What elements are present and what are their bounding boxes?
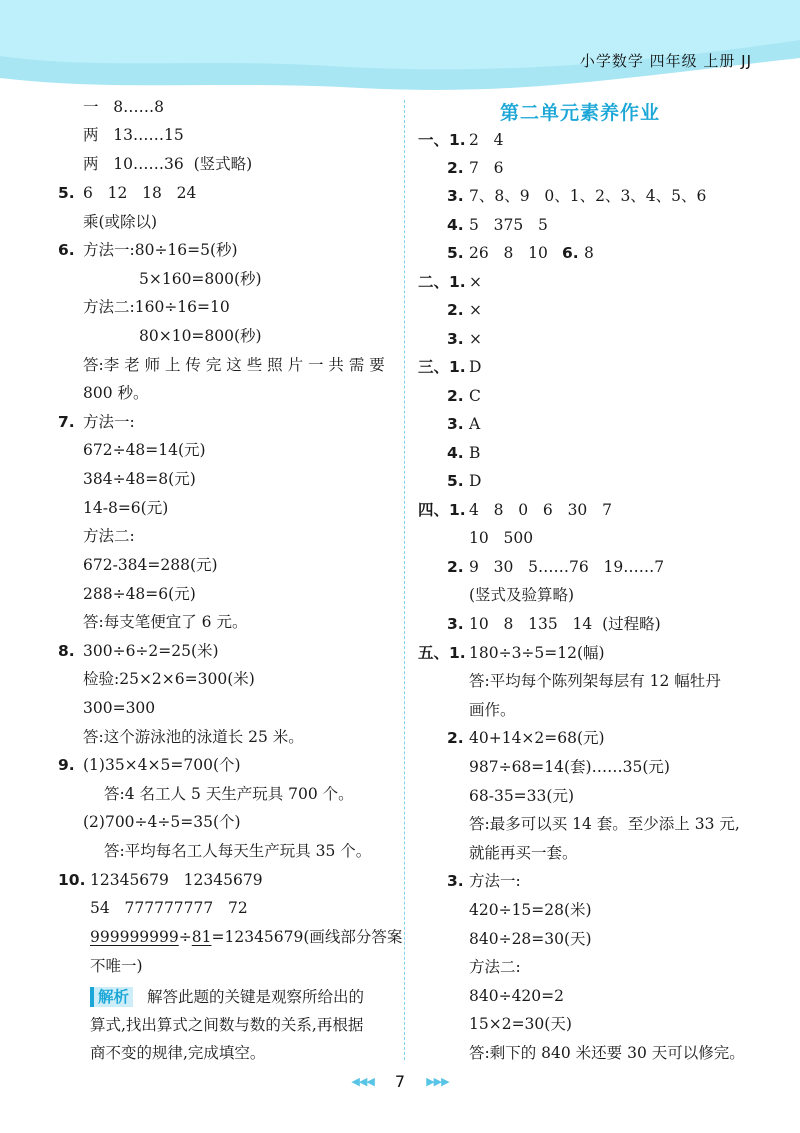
answer-line: 5 375 5 — [469, 216, 548, 234]
left-arrows-icon: ◀◀◀ — [351, 1075, 374, 1088]
question-number: 6. — [58, 241, 75, 259]
page-number: 7 — [394, 1072, 406, 1091]
answer-line: 8 — [584, 244, 594, 262]
question-number: 5. — [447, 244, 464, 262]
answer-line: 7、8、9 0、1、2、3、4、5、6 — [469, 187, 707, 205]
question-number: 3. — [447, 330, 464, 348]
question-number: 3. — [447, 415, 464, 433]
question-number: 2. — [447, 301, 464, 319]
answer-line: 4 8 0 6 30 7 — [469, 501, 612, 519]
answer-line: 5×160=800(秒) — [139, 270, 262, 288]
answer-line: 12345679 12345679 — [90, 871, 263, 889]
answer-line: × — [469, 301, 482, 319]
header-wave-band — [0, 0, 800, 95]
answer-line: 987÷68=14(套)……35(元) — [469, 758, 670, 776]
question-number: 8. — [58, 642, 75, 660]
answer-line: 答:平均每名工人每天生产玩具 35 个。 — [104, 842, 372, 860]
answer-line: 答:剩下的 840 米还要 30 天可以修完。 — [469, 1044, 745, 1062]
answer-line: 840÷420=2 — [469, 987, 565, 1005]
answer-line: 300=300 — [83, 699, 156, 717]
answer-line: 10 500 — [469, 529, 534, 547]
question-number: 3. — [447, 615, 464, 633]
question-number: 2. — [447, 159, 464, 177]
answer-line: 26 8 10 — [469, 244, 548, 262]
question-number: 3. — [447, 187, 464, 205]
answer-line-underlined — [90, 927, 402, 947]
answer-line: 15×2=30(天) — [469, 1015, 572, 1033]
question-number: 四、1. — [418, 501, 466, 519]
answer-line: 检验:25×2×6=300(米) — [83, 670, 255, 688]
answer-line: D — [469, 358, 482, 376]
answer-line: 10 8 135 14 (过程略) — [469, 615, 661, 633]
question-number: 4. — [447, 216, 464, 234]
answer-line: 288÷48=6(元) — [83, 585, 196, 603]
answer-line: 就能再买一套。 — [469, 844, 578, 862]
answer-line: 672-384=288(元) — [83, 556, 218, 574]
underlined-divisor: 81 — [191, 928, 212, 946]
answer-line: D — [469, 472, 482, 490]
page-footer — [0, 1072, 800, 1091]
analysis-text: 解答此题的关键是观察所给出的 — [147, 988, 365, 1006]
answer-line: (竖式及验算略) — [469, 586, 575, 604]
answer-line: 7 6 — [469, 159, 504, 177]
section-title: 第二单元素养作业 — [500, 102, 661, 124]
answer-line: 答:最多可以买 14 套。至少添上 33 元, — [469, 815, 740, 833]
question-number: 10. — [58, 871, 86, 889]
answer-line: 答:这个游泳池的泳道长 25 米。 — [83, 728, 304, 746]
answer-line: 300÷6÷2=25(米) — [83, 642, 219, 660]
answer-line: 14-8=6(元) — [83, 499, 169, 517]
answer-line: 2 4 — [469, 131, 504, 149]
answer-line: 420÷15=28(米) — [469, 901, 592, 919]
answer-line: 80×10=800(秒) — [139, 327, 262, 345]
answer-line: C — [469, 387, 481, 405]
divide-sign: ÷ — [178, 928, 192, 946]
answer-line: 乘(或除以) — [83, 213, 158, 231]
answer-line: 答:4 名工人 5 天生产玩具 700 个。 — [104, 785, 354, 803]
answer-line: 方法一:80÷16=5(秒) — [83, 241, 238, 259]
answer-line: 180÷3÷5=12(幅) — [469, 644, 605, 662]
analysis-line — [90, 987, 364, 1007]
answer-line: 方法二: — [83, 527, 135, 545]
answer-line: (2)700÷4÷5=35(个) — [83, 813, 241, 831]
underlined-dividend: 999999999 — [90, 928, 179, 946]
question-number: 6. — [562, 244, 579, 262]
question-number: 9. — [58, 756, 75, 774]
answer-line: 两 13……15 — [83, 126, 184, 144]
question-number: 五、1. — [418, 644, 466, 662]
analysis-line: 算式,找出算式之间数与数的关系,再根据 — [90, 1016, 364, 1034]
answer-line: 一 8……8 — [83, 98, 165, 116]
question-number: 4. — [447, 444, 464, 462]
analysis-line: 商不变的规律,完成填空。 — [90, 1044, 266, 1062]
answer-line: 9 30 5……76 19……7 — [469, 558, 665, 576]
answer-line: × — [469, 330, 482, 348]
question-number: 2. — [447, 387, 464, 405]
question-number: 一、1. — [418, 131, 466, 149]
answer-line: 答:每支笔便宜了 6 元。 — [83, 613, 248, 631]
answer-line: 答:平均每个陈列架每层有 12 幅牡丹 — [469, 672, 721, 690]
question-number: 7. — [58, 413, 75, 431]
question-number: 5. — [58, 184, 75, 202]
answer-line: 方法二: — [469, 958, 521, 976]
answer-line: 方法一: — [469, 872, 521, 890]
answer-line: 方法二:160÷16=10 — [83, 298, 230, 316]
analysis-tag: 解析 — [90, 987, 133, 1007]
header-subject-label: 小学数学 四年级 上册 JJ — [579, 52, 752, 70]
answer-line: 答:李 老 师 上 传 完 这 些 照 片 一 共 需 要 — [83, 356, 385, 374]
answer-line: 384÷48=8(元) — [83, 470, 196, 488]
answer-line: 840÷28=30(天) — [469, 930, 592, 948]
answer-line: 两 10……36 (竖式略) — [83, 155, 253, 173]
column-divider — [404, 100, 405, 1060]
answer-line: A — [469, 415, 481, 433]
answer-line: (1)35×4×5=700(个) — [83, 756, 241, 774]
answer-line: 不唯一) — [90, 957, 143, 975]
question-number: 二、1. — [418, 273, 466, 291]
answer-remainder: =12345679(画线部分答案 — [211, 928, 403, 946]
answer-line: 方法一: — [83, 413, 135, 431]
answer-line: 40+14×2=68(元) — [469, 729, 605, 747]
question-number: 2. — [447, 729, 464, 747]
question-number: 5. — [447, 472, 464, 490]
answer-line: 画作。 — [469, 701, 516, 719]
question-number: 2. — [447, 558, 464, 576]
answer-line: 6 12 18 24 — [83, 184, 197, 202]
answer-line: 672÷48=14(元) — [83, 441, 206, 459]
question-number: 3. — [447, 872, 464, 890]
answer-line: 800 秒。 — [83, 384, 149, 402]
answer-line: 54 777777777 72 — [90, 899, 248, 917]
answer-line: B — [469, 444, 481, 462]
answer-line: × — [469, 273, 482, 291]
right-arrows-icon: ▶▶▶ — [426, 1075, 449, 1088]
answer-line: 68-35=33(元) — [469, 787, 574, 805]
question-number: 三、1. — [418, 358, 466, 376]
